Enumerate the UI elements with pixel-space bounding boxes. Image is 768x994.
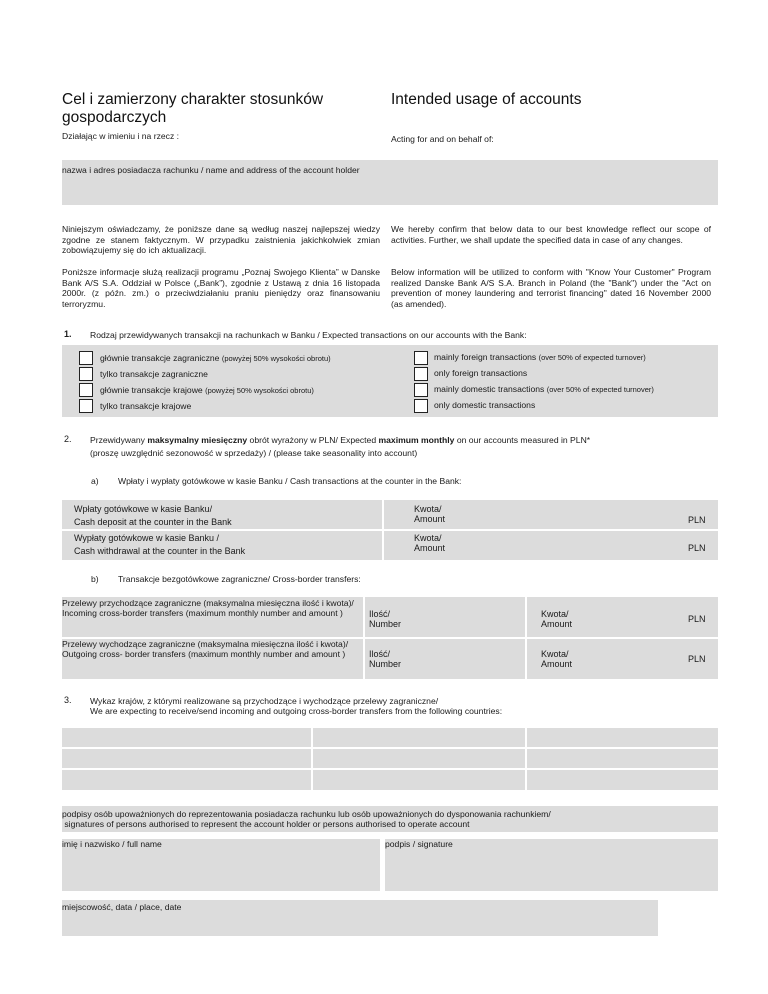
section-1-heading: Rodzaj przewidywanych transakcji na rachunkach w Banku / Expected transactions on our accounts with the Bank:: [90, 330, 527, 340]
account-holder-field[interactable]: [62, 160, 718, 205]
country-cell[interactable]: [62, 749, 311, 768]
option-pl-mainly-foreign: [100, 351, 331, 366]
country-cell[interactable]: [527, 728, 718, 747]
outgoing-transfers-label: [62, 639, 358, 659]
checkbox-en-only-domestic[interactable]: [414, 399, 428, 413]
statement-1-english: We hereby confirm that below data to our best knowledge reflect our scope of activities. Further, we shall update the specified data in case of any changes.: [391, 224, 711, 245]
option-note: (powyżej 50% wysokości obrotu): [221, 354, 331, 363]
incoming-amount-label: Kwota/ Amount: [541, 609, 573, 629]
checkbox-en-mainly-foreign[interactable]: [414, 351, 428, 365]
subsection-b-letter: b): [91, 574, 99, 584]
country-cell[interactable]: [62, 728, 311, 747]
cash-deposit-amount-input[interactable]: [442, 502, 682, 527]
country-cell[interactable]: [527, 749, 718, 768]
section-3-heading-en: We are expecting to receive/send incoming and outgoing cross-border transfers from the following countries:: [90, 706, 503, 716]
option-en-only-foreign: only foreign transactions: [434, 368, 528, 378]
heading-part: on our accounts measured in PLN*: [454, 435, 591, 445]
option-note: (powyżej 50% wysokości obrotu): [205, 386, 314, 395]
section-3-heading-pl: Wykaz krajów, z którymi realizowane są przychodzące i wychodzące przelewy zagraniczne/: [90, 696, 439, 706]
outgoing-amount-input[interactable]: [582, 641, 682, 675]
section-2-heading: [90, 435, 590, 446]
country-cell[interactable]: [313, 770, 525, 790]
subsection-b-heading: Transakcje bezgotówkowe zagraniczne/ Cross-border transfers:: [118, 574, 361, 584]
cash-deposit-label-en: Cash deposit at the counter in the Bank: [74, 517, 232, 527]
account-holder-label: nazwa i adres posiadacza rachunku / name and address of the account holder: [62, 165, 360, 175]
incoming-currency: PLN: [688, 614, 706, 624]
checkbox-pl-only-domestic[interactable]: [79, 399, 93, 413]
option-en-only-domestic: only domestic transactions: [434, 400, 536, 410]
heading-part: Przewidywany: [90, 435, 148, 445]
option-label: mainly domestic transactions: [434, 384, 545, 394]
incoming-transfers-label-pl: Przelewy przychodzące zagraniczne (maksymalna miesięczna ilość i kwota)/: [62, 598, 354, 608]
incoming-number-label: Ilość/ Number: [369, 609, 402, 629]
subsection-a-heading: Wpłaty i wypłaty gotówkowe w kasie Banku / Cash transactions at the counter in the Bank:: [118, 476, 462, 486]
cash-deposit-currency: PLN: [688, 515, 706, 525]
country-cell[interactable]: [313, 728, 525, 747]
section-3-number: 3.: [64, 695, 72, 705]
checkbox-pl-only-foreign[interactable]: [79, 367, 93, 381]
statement-2-polish: Poniższe informacje służą realizacji programu „Poznaj Swojego Klienta” w Danske Bank A/S S.A. Oddział w Polsce („Bank”), zgodnie z Ustawą z dnia 16 listopada 2000r. (z późn. zm.) o przeciwdziałaniu praniu pieniędzy oraz finansowaniu terroryzmu.: [62, 267, 380, 309]
option-en-mainly-domestic: [434, 382, 654, 397]
incoming-transfers-label-en: Incoming cross-border transfers (maximum monthly number and amount ): [62, 608, 343, 618]
incoming-amount-input[interactable]: [582, 601, 682, 633]
option-label: mainly foreign transactions: [434, 352, 537, 362]
section-2-seasonality-note: (proszę uwzględnić sezonowość w sprzedaży) / (please take seasonality into account): [90, 448, 418, 458]
signatures-label-en: signatures of persons authorised to represent the account holder or persons authorised to operate account: [62, 819, 470, 829]
signature-field[interactable]: [385, 839, 718, 891]
cash-deposit-label-pl: Wpłaty gotówkowe w kasie Banku/: [74, 504, 213, 514]
full-name-label: imię i nazwisko / full name: [62, 839, 162, 849]
outgoing-currency: PLN: [688, 654, 706, 664]
heading-part: obrót wyrażony w PLN/ Expected: [247, 435, 379, 445]
option-pl-only-domestic: tylko transakcje krajowe: [100, 401, 192, 411]
outgoing-transfers-label-en: Outgoing cross- border transfers (maximum monthly number and amount ): [62, 649, 346, 659]
option-pl-mainly-domestic: [100, 383, 314, 398]
countries-table: [62, 728, 718, 790]
cross-border-transfers-table: [62, 597, 718, 679]
blank-area: [658, 900, 718, 936]
acting-on-behalf-english: Acting for and on behalf of:: [391, 134, 494, 144]
outgoing-number-input[interactable]: [407, 641, 519, 675]
title-english: Intended usage of accounts: [391, 91, 582, 108]
option-label: głównie transakcje krajowe: [100, 385, 203, 395]
title-polish: Cel i zamierzony charakter stosunków gospodarczych: [62, 91, 324, 126]
signatures-section: [62, 806, 718, 936]
statement-1-polish: Niniejszym oświadczamy, że poniższe dane są według naszej najlepszej wiedzy zgodne ze stanem faktycznym. W przypadku zaistnienia jakichkolwiek zmian zobowiązujemy się do ich aktualizacji.: [62, 224, 380, 255]
outgoing-transfers-label-pl: Przelewy wychodzące zagraniczne (maksymalna miesięczna ilość i kwota)/: [62, 639, 349, 649]
cash-deposit-amount-label: Kwota/ Amount: [414, 504, 446, 524]
country-cell[interactable]: [527, 770, 718, 790]
heading-bold-part: maksymalny miesięczny: [147, 435, 248, 445]
row-divider: [62, 529, 718, 531]
country-cell[interactable]: [62, 770, 311, 790]
acting-on-behalf-polish: Działając w imieniu i na rzecz :: [62, 131, 180, 141]
checkbox-pl-mainly-domestic[interactable]: [79, 383, 93, 397]
outgoing-amount-label: Kwota/ Amount: [541, 649, 573, 669]
signature-label: podpis / signature: [385, 839, 453, 849]
outgoing-number-label: Ilość/ Number: [369, 649, 402, 669]
option-note: (over 50% of expected turnover): [546, 385, 654, 394]
place-date-field[interactable]: [62, 900, 658, 936]
section-1-number: 1.: [64, 329, 72, 339]
subsection-a-letter: a): [91, 476, 99, 486]
place-date-label: miejscowość, data / place, date: [62, 902, 182, 912]
full-name-field[interactable]: [62, 839, 380, 891]
country-cell[interactable]: [313, 749, 525, 768]
row-divider: [62, 832, 718, 839]
statement-2-english: Below information will be utilized to conform with "Know Your Customer" Program realized Danske Bank A/S S.A. Branch in Poland (the "Bank") under the "Act on prevention of money laundering and terrorist financing" dated 16 November 2000 (as amended).: [391, 267, 711, 309]
transaction-type-options: [62, 345, 718, 417]
checkbox-en-mainly-domestic[interactable]: [414, 383, 428, 397]
cash-withdrawal-amount-label: Kwota/ Amount: [414, 533, 446, 553]
cash-transactions-table: [62, 500, 718, 560]
option-note: (over 50% of expected turnover): [538, 353, 646, 362]
incoming-number-input[interactable]: [407, 601, 519, 633]
heading-bold-part: maximum monthly: [378, 435, 455, 445]
cash-withdrawal-label-pl: Wypłaty gotówkowe w kasie Banku /: [74, 533, 219, 543]
checkbox-pl-mainly-foreign[interactable]: [79, 351, 93, 365]
signatures-label-pl: podpisy osób upoważnionych do reprezentowania posiadacza rachunku lub osób upoważnionych do dysponowania rachunkiem/: [62, 809, 551, 819]
cash-withdrawal-label-en: Cash withdrawal at the counter in the Bank: [74, 546, 246, 556]
incoming-transfers-label: [62, 598, 358, 618]
row-divider: [62, 891, 718, 900]
cash-withdrawal-currency: PLN: [688, 543, 706, 553]
option-label: głównie transakcje zagraniczne: [100, 353, 220, 363]
checkbox-en-only-foreign[interactable]: [414, 367, 428, 381]
option-pl-only-foreign: tylko transakcje zagraniczne: [100, 369, 208, 379]
section-2-number: 2.: [64, 434, 72, 444]
cash-withdrawal-amount-input[interactable]: [442, 532, 682, 558]
option-en-mainly-foreign: [434, 350, 646, 365]
